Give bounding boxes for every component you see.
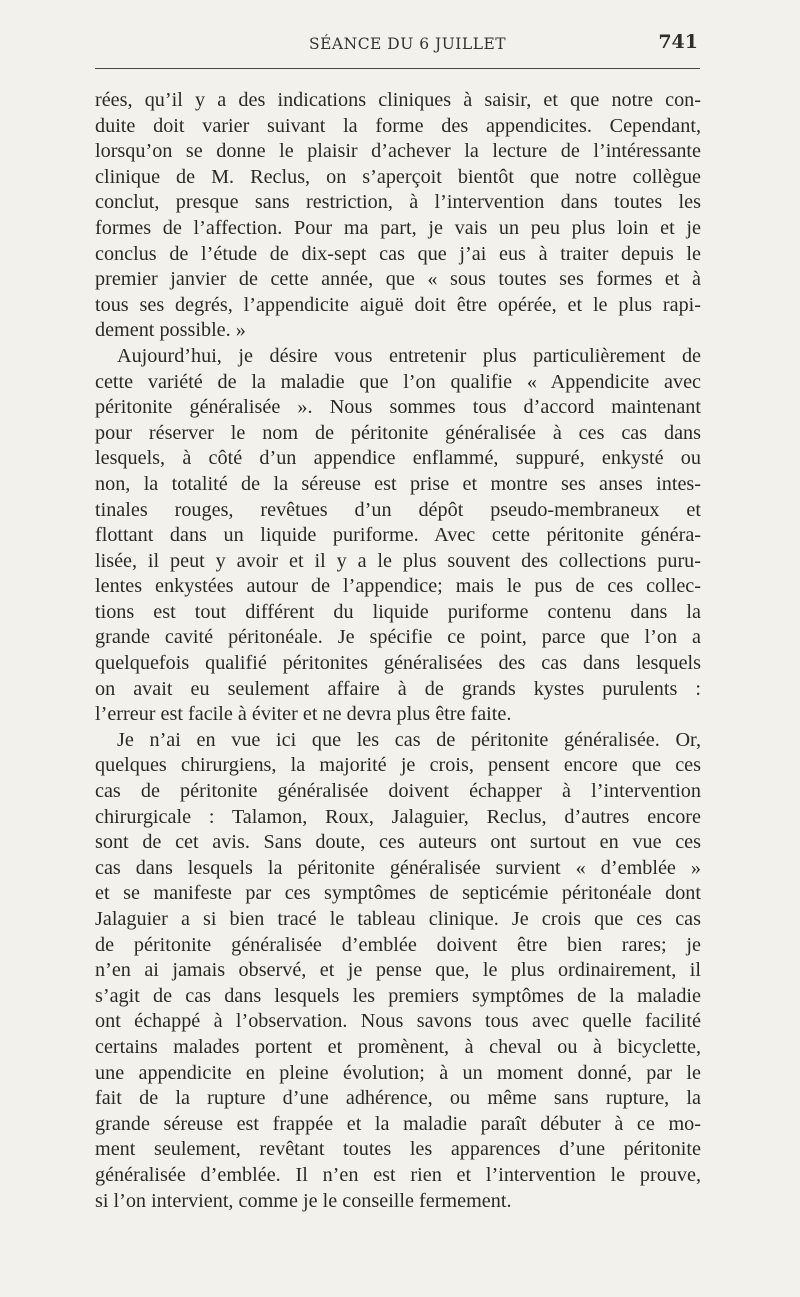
text-line: Je n’ai en vue ici que les cas de péritonite généralisée. Or, [117,728,701,751]
text-line: péritonite généralisée ». Nous sommes tous d’accord maintenant [95,396,701,419]
text-line: et se manifeste par ces symptômes de septicémie péritonéale dont [95,882,701,905]
text-line: chirurgicale : Talamon, Roux, Jalaguier, Reclus, d’autres encore [95,805,701,828]
text-line: dement possible. » [95,319,246,342]
running-title: SÉANCE DU 6 JUILLET [309,35,507,53]
text-line: flottant dans un liquide puriforme. Avec cette péritonite généra- [95,524,701,547]
text-line: tous ses degrés, l’appendicite aiguë doit être opérée, et le plus rapi- [95,293,701,316]
body-text [95,88,701,1214]
text-line: cette variété de la maladie que l’on qualifie « Appendicite avec [95,370,701,393]
text-line: une appendicite en pleine évolution; à un moment donné, par le [95,1061,701,1084]
text-line: clinique de M. Reclus, on s’aperçoit bientôt que notre collègue [95,165,701,188]
text-line: conclut, presque sans restriction, à l’intervention dans toutes les [95,191,701,214]
text-line: duite doit varier suivant la forme des appendicites. Cependant, [95,114,701,137]
text-line: Jalaguier a si bien tracé le tableau clinique. Je crois que ces cas [95,908,701,930]
text-line: ont échappé à l’observation. Nous savons tous avec quelle facilité [95,1010,701,1033]
text-line: s’agit de cas dans lesquels les premiers symptômes de la maladie [95,984,701,1007]
text-line: fait de la rupture d’une adhérence, ou même sans rupture, la [95,1087,701,1110]
text-line: Aujourd’hui, je désire vous entretenir plus particulièrement de [117,344,701,367]
text-line: n’en ai jamais observé, et je pense que, le plus ordinairement, il [95,959,701,982]
page-number: 741 [658,31,698,53]
text-line: sont de cet avis. Sans doute, ces auteurs ont surtout en vue ces [95,831,701,854]
text-line: tinales rouges, revêtues d’un dépôt pseudo-membraneux et [95,498,701,521]
text-line: pour réserver le nom de péritonite généralisée à ces cas dans [95,421,701,444]
text-line: quelquefois qualifié péritonites généralisées des cas dans lesquels [95,652,701,675]
text-line: tions est tout différent du liquide puriforme contenu dans la [95,600,701,623]
paragraph-3 [95,728,701,1214]
text-line: lesquels, à côté d’un appendice enflammé, suppuré, enkysté ou [95,447,701,470]
text-line: ment seulement, revêtant toutes les apparences d’une péritonite [95,1138,701,1161]
text-line: généralisée d’emblée. Il n’en est rien et l’intervention le prouve, [95,1163,701,1186]
text-line: conclus de l’étude de dix-sept cas que j’ai eus à traiter depuis le [95,242,701,265]
text-line: cas de péritonite généralisée doivent échapper à l’intervention [95,780,701,803]
text-line: non, la totalité de la séreuse est prise et montre ses anses intes- [95,472,701,495]
page-header [95,28,700,69]
text-line: grande cavité péritonéale. Je spécifie ce point, parce que l’on a [95,626,701,649]
text-line: l’erreur est facile à éviter et ne devra plus être faite. [95,703,512,726]
text-line: rées, qu’il y a des indications cliniques à saisir, et que notre con- [95,89,701,111]
text-line: si l’on intervient, comme je le conseille fermement. [95,1189,512,1212]
text-line: lentes enkystées autour de l’appendice; mais le pus de ces collec- [95,575,701,598]
paragraph-2 [95,344,701,728]
text-line: grande séreuse est frappée et la maladie paraît débuter à ce mo- [95,1112,701,1135]
text-line: de péritonite généralisée d’emblée doivent être bien rares; je [95,933,701,956]
text-line: lisée, il peut y avoir et il y a le plus souvent des collections puru- [95,549,701,572]
text-line: cas dans lesquels la péritonite généralisée survient « d’emblée » [95,856,701,879]
text-line: formes de l’affection. Pour ma part, je vais un peu plus loin et je [95,216,701,239]
text-line: lorsqu’on se donne le plaisir d’achever la lecture de l’intéressante [95,140,701,163]
text-line: premier janvier de cette année, que « sous toutes ses formes et à [95,268,701,291]
paragraph-1 [95,88,701,344]
text-line: certains malades portent et promènent, à cheval ou à bicyclette, [95,1035,701,1058]
text-line: quelques chirurgiens, la majorité je crois, pensent encore que ces [95,754,701,777]
text-line: on avait eu seulement affaire à de grands kystes purulents : [95,677,701,700]
